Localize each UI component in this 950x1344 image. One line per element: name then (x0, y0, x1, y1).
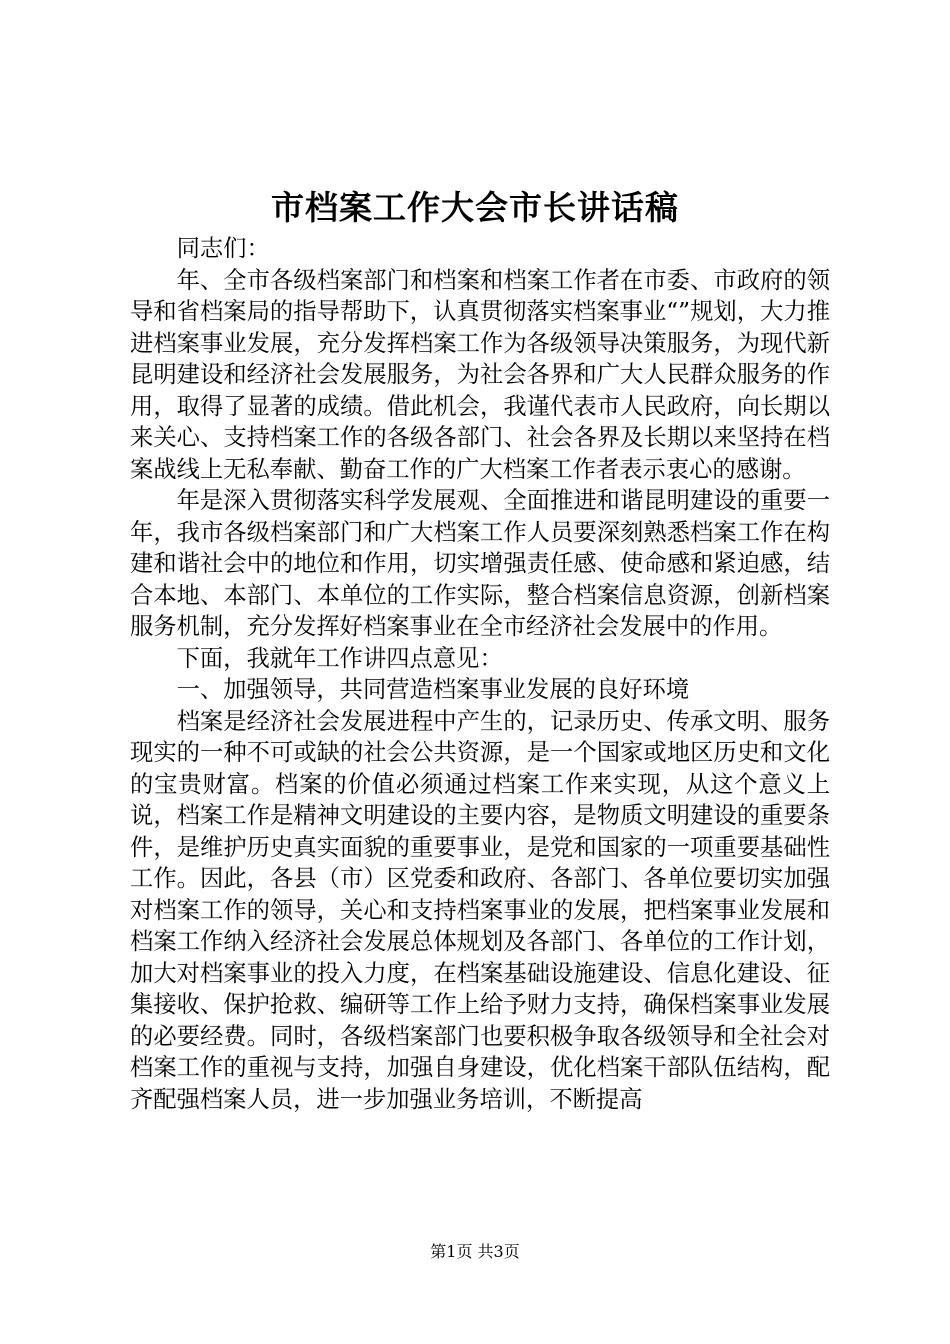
document-title: 市档案工作大会市长讲话稿 (271, 188, 679, 227)
section-heading: 一、加强领导，共同营造档案事业发展的良好环境 (176, 676, 690, 703)
body-paragraph: 年、全市各级档案部门和档案和档案工作者在市委、市政府的领导和省档案局的指导帮助下，认真贯彻落实档案事业“”规划，大力推进档案事业发展，充分发挥档案工作为各级领导决策服务，为现代新昆明建设和经济社会发展服务，为社会各界和广大人民群众服务的作用，取得了显著的成绩。借此机会，我谨代表市人民政府，向长期以来关心、支持档案工作的各级各部门、社会各界及长期以来坚持在档案战线上无私奉献、勤奋工作的广大档案工作者表示衷心的感谢。 (130, 266, 830, 483)
body-paragraph: 下面，我就年工作讲四点意见： (176, 644, 503, 672)
salutation: 同志们： (176, 235, 270, 262)
body-paragraph: 年是深入贯彻落实科学发展观、全面推进和谐昆明建设的重要一年，我市各级档案部门和广大档案工作人员要深刻熟悉档案工作在构建和谐社会中的地位和作用，切实增强责任感、使命感和紧迫感，结合本地、本部门、本单位的工作实际，整合档案信息资源，创新档案服务机制，充分发挥好档案事业在全市经济社会发展中的作用。 (130, 487, 830, 640)
document-body (130, 233, 830, 1115)
page-number: 第1页 共3页 (430, 1242, 520, 1261)
body-paragraph: 档案是经济社会发展进程中产生的，记录历史、传承文明、服务现实的一种不可或缺的社会公共资源，是一个国家或地区历史和文化的宝贵财富。档案的价值必须通过档案工作来实现，从这个意义上说，档案工作是精神文明建设的主要内容，是物质文明建设的重要条件，是维护历史真实面貌的重要事业，是党和国家的一项重要基础性工作。因此，各县（市）区党委和政府、各部门、各单位要切实加强对档案工作的领导，关心和支持档案事业的发展，把档案事业发展和档案工作纳入经济社会发展总体规划及各部门、各单位的工作计划，加大对档案事业的投入力度，在档案基础设施建设、信息化建设、征集接收、保护抢救、编研等工作上给予财力支持，确保档案事业发展的必要经费。同时，各级档案部门也要积极争取各级领导和全社会对档案工作的重视与支持，加强自身建设，优化档案干部队伍结构，配齐配强档案人员，进一步加强业务培训，不断提高 (130, 707, 830, 1113)
